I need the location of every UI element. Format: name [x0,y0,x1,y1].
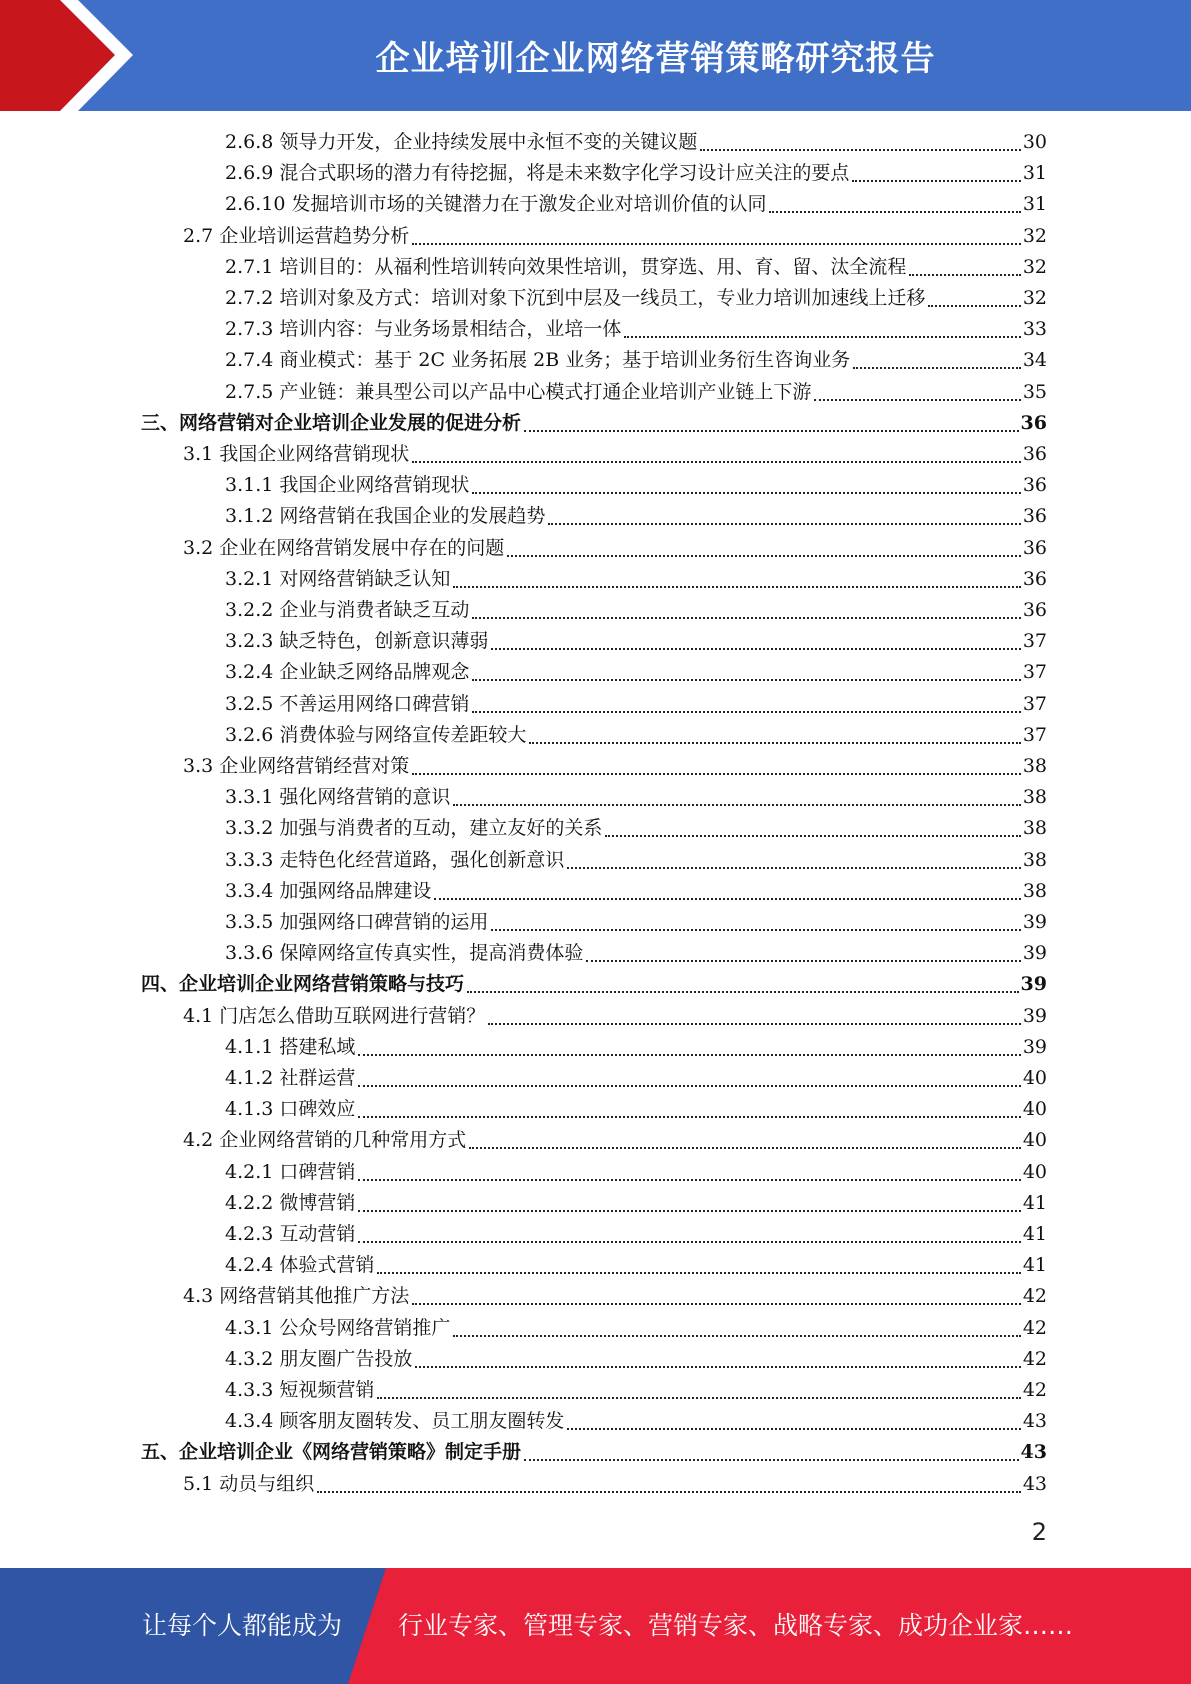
toc-entry-label: 3.2.3 缺乏特色，创新意识薄弱 [225,630,489,653]
toc-entry-label: 2.6.8 领导力开发，企业持续发展中永恒不变的关键议题 [225,131,698,153]
toc-dot-leader [488,1022,1021,1025]
toc-entry-label: 3.3 企业网络营销经营对策 [183,755,410,777]
toc-entry[interactable] [225,1188,1047,1219]
toc-entry-label: 4.2.3 互动营销 [225,1223,356,1245]
toc-entry-label: 3.2.1 对网络营销缺乏认知 [225,567,451,590]
toc-dot-leader [507,554,1021,557]
toc-dot-leader [453,585,1020,588]
toc-entry-label: 2.6.9 混合式职场的潜力有待挖掘，将是未来数字化学习设计应关注的要点 [225,162,850,185]
toc-entry-page: 41 [1022,1254,1047,1277]
toc-entry-page: 33 [1022,318,1047,341]
toc-entry[interactable] [225,845,1047,876]
toc-entry-label: 4.1.1 搭建私域 [225,1035,356,1058]
toc-dot-leader [358,1178,1020,1181]
toc-entry[interactable] [225,127,1047,158]
toc-dot-leader [377,1396,1020,1399]
toc-entry-label: 3.3.3 走特色化经营道路，强化创新意识 [225,848,565,871]
toc-entry[interactable] [225,813,1047,844]
toc-entry-label: 5.1 动员与组织 [183,1472,315,1495]
toc-entry[interactable] [183,533,1047,564]
toc-entry-label: 3.3.1 强化网络营销的意识 [225,786,451,809]
toc-dot-leader [377,1271,1020,1274]
toc-dot-leader [358,1240,1020,1243]
toc-entry[interactable] [225,938,1047,969]
toc-entry-page: 42 [1022,1347,1047,1370]
toc-dot-leader [434,897,1020,900]
toc-entry-page: 36 [1022,536,1047,559]
toc-entry-page: 40 [1022,1098,1047,1121]
toc-dot-leader [586,959,1020,962]
toc-entry-label: 3.1.2 网络营销在我国企业的发展趋势 [225,505,546,528]
toc-dot-leader [548,522,1020,525]
toc-dot-leader [700,148,1020,151]
toc-entry-page: 34 [1022,349,1047,372]
toc-entry[interactable] [225,1375,1047,1406]
toc-entry[interactable] [225,345,1047,376]
toc-entry[interactable] [225,1094,1047,1125]
report-title: 企业培训企业网络营销策略研究报告 [375,39,936,79]
toc-entry-page: 41 [1022,1223,1047,1245]
toc-entry-label: 4.3.3 短视频营销 [225,1379,375,1401]
toc-entry-page: 39 [1022,1035,1047,1058]
toc-dot-leader [467,990,1019,993]
toc-entry[interactable] [225,158,1047,189]
toc-entry-page: 36 [1022,474,1047,497]
toc-entry-label: 3.1.1 我国企业网络营销现状 [225,474,470,497]
toc-entry[interactable] [225,1063,1047,1094]
toc-entry[interactable] [225,1032,1047,1063]
toc-dot-leader [769,210,1020,213]
toc-entry-label: 三、网络营销对企业培训企业发展的促进分析 [141,411,522,434]
toc-entry[interactable] [183,1125,1047,1156]
toc-entry-page: 36 [1022,599,1047,621]
toc-dot-leader [412,1302,1021,1305]
toc-dot-leader [453,1334,1020,1337]
toc-entry-page: 32 [1022,287,1047,309]
toc-dot-leader [358,1115,1020,1118]
toc-entry-label: 2.7.5 产业链：兼具型公司以产品中心模式打通企业培训产业链上下游 [225,380,812,403]
toc-dot-leader [852,179,1020,182]
toc-dot-leader [472,678,1020,681]
toc-entry[interactable] [225,314,1047,345]
toc-entry[interactable] [141,969,1047,1000]
toc-entry-label: 2.7.2 培训对象及方式：培训对象下沉到中层及一线员工，专业力培训加速线上迁移 [225,287,926,309]
toc-entry-label: 五、企业培训企业《网络营销策略》制定手册 [141,1441,522,1464]
toc-dot-leader [453,803,1020,806]
toc-entry-label: 4.2.2 微博营销 [225,1191,356,1214]
toc-entry-page: 37 [1022,630,1047,653]
toc-dot-leader [412,460,1021,463]
toc-entry-page: 43 [1020,1441,1047,1464]
toc-entry[interactable] [225,252,1047,283]
toc-entry-label: 3.2.2 企业与消费者缺乏互动 [225,599,470,621]
toc-entry-label: 3.2.5 不善运用网络口碑营销 [225,692,470,715]
toc-dot-leader [412,772,1021,775]
toc-entry[interactable] [225,689,1047,720]
toc-entry-page: 32 [1022,224,1047,247]
toc-entry-label: 3.1 我国企业网络营销现状 [183,443,410,465]
toc-entry-label: 2.7.1 培训目的：从福利性培训转向效果性培训，贯穿选、用、育、留、汰全流程 [225,255,907,278]
toc-entry-page: 36 [1020,411,1047,434]
toc-entry[interactable] [225,657,1047,688]
toc-entry-page: 36 [1022,505,1047,528]
toc-entry-page: 31 [1022,162,1047,185]
toc-entry-page: 39 [1022,911,1047,933]
toc-entry-page: 43 [1022,1472,1047,1495]
toc-entry-label: 4.3 网络营销其他推广方法 [183,1285,410,1308]
toc-entry[interactable] [225,1313,1047,1344]
toc-entry[interactable] [225,189,1047,220]
toc-entry-page: 37 [1022,723,1047,746]
toc-entry-label: 3.3.6 保障网络宣传真实性，提高消费体验 [225,942,584,965]
toc-entry[interactable] [225,377,1047,408]
toc-entry[interactable] [225,564,1047,595]
toc-entry-page: 38 [1022,817,1047,840]
toc-entry-page: 40 [1022,1160,1047,1183]
toc-entry-page: 42 [1022,1379,1047,1401]
toc-dot-leader [317,1490,1021,1493]
toc-entry-label: 3.3.4 加强网络品牌建设 [225,879,432,902]
toc-entry-label: 3.3.2 加强与消费者的互动，建立友好的关系 [225,817,603,840]
toc-entry-page: 37 [1022,661,1047,684]
toc-entry-label: 2.7 企业培训运营趋势分析 [183,224,410,247]
toc-entry-label: 4.2 企业网络营销的几种常用方式 [183,1129,467,1152]
toc-entry-page: 36 [1022,443,1047,465]
toc-dot-leader [567,866,1020,869]
toc-entry[interactable] [225,1406,1047,1437]
toc-entry[interactable] [225,720,1047,751]
toc-dot-leader [472,491,1020,494]
toc-entry[interactable] [225,1219,1047,1250]
toc-entry-page: 40 [1022,1129,1047,1152]
toc-entry[interactable] [183,1001,1047,1032]
toc-entry[interactable] [225,876,1047,907]
toc-entry[interactable] [225,1157,1047,1188]
toc-dot-leader [358,1209,1020,1212]
toc-entry-page: 35 [1022,380,1047,403]
toc-dot-leader [909,273,1020,276]
toc-entry-page: 39 [1022,942,1047,965]
toc-entry-page: 39 [1020,973,1047,996]
toc-dot-leader [624,335,1020,338]
toc-entry-label: 4.2.4 体验式营销 [225,1254,375,1277]
toc-entry-label: 4.1 门店怎么借助互联网进行营销？ [183,1004,486,1027]
toc-entry-page: 42 [1022,1285,1047,1308]
toc-entry[interactable] [183,221,1047,252]
toc-entry[interactable] [183,439,1047,470]
toc-dot-leader [605,834,1020,837]
toc-entry-page: 40 [1022,1067,1047,1089]
toc-entry[interactable] [225,1250,1047,1281]
toc-entry[interactable] [141,1437,1047,1468]
toc-entry-label: 3.2.6 消费体验与网络宣传差距较大 [225,723,527,746]
toc-entry-page: 37 [1022,692,1047,715]
toc-entry-page: 41 [1022,1191,1047,1214]
toc-entry-page: 36 [1022,567,1047,590]
toc-entry[interactable] [225,283,1047,314]
toc-entry[interactable] [183,1469,1047,1500]
toc-entry-page: 43 [1022,1410,1047,1433]
toc-dot-leader [358,1084,1020,1087]
page-header [0,0,1191,111]
toc-entry-label: 4.2.1 口碑营销 [225,1160,356,1183]
toc-entry-page: 39 [1022,1004,1047,1027]
toc-dot-leader [491,647,1020,650]
toc-dot-leader [358,1053,1020,1056]
toc-entry-page: 38 [1022,848,1047,871]
toc-entry[interactable] [225,1344,1047,1375]
toc-entry-page: 30 [1022,131,1047,153]
toc-dot-leader [814,398,1020,401]
toc-dot-leader [567,1427,1020,1430]
toc-entry[interactable] [225,907,1047,938]
toc-entry-page: 38 [1022,755,1047,777]
toc-entry[interactable] [225,782,1047,813]
toc-dot-leader [412,242,1021,245]
toc-entry-label: 2.7.4 商业模式：基于 2C 业务拓展 2B 业务；基于培训业务衍生咨询业务 [225,349,851,372]
toc-entry[interactable] [183,751,1047,782]
footer-slogan-right: 行业专家、管理专家、营销专家、战略专家、成功企业家…… [398,1611,1074,1640]
toc-dot-leader [472,616,1020,619]
toc-entry-label: 4.3.4 顾客朋友圈转发、员工朋友圈转发 [225,1410,565,1433]
toc-dot-leader [853,366,1021,369]
toc-entry-label: 3.2.4 企业缺乏网络品牌观念 [225,661,470,684]
toc-entry-page: 38 [1022,879,1047,902]
toc-entry[interactable] [225,470,1047,501]
toc-dot-leader [415,1365,1020,1368]
toc-dot-leader [529,741,1020,744]
toc-entry[interactable] [225,595,1047,626]
toc-dot-leader [928,304,1020,307]
page-footer [0,1568,1191,1684]
toc-entry-label: 2.6.10 发掘培训市场的关键潜力在于激发企业对培训价值的认同 [225,193,767,216]
toc-entry[interactable] [225,626,1047,657]
toc-entry-page: 31 [1022,193,1047,216]
toc-entry-page: 42 [1022,1316,1047,1339]
toc-entry[interactable] [225,501,1047,532]
toc-entry-label: 四、企业培训企业网络营销策略与技巧 [141,973,465,996]
toc-entry-label: 4.3.1 公众号网络营销推广 [225,1316,451,1339]
toc-dot-leader [524,429,1019,432]
toc-entry[interactable] [183,1281,1047,1312]
toc-entry-label: 3.2 企业在网络营销发展中存在的问题 [183,536,505,559]
toc-entry-label: 4.1.2 社群运营 [225,1067,356,1089]
toc-entry-page: 32 [1022,255,1047,278]
toc-entry[interactable] [141,408,1047,439]
toc-dot-leader [524,1458,1019,1461]
toc-entry-label: 3.3.5 加强网络口碑营销的运用 [225,911,489,933]
toc-dot-leader [472,710,1020,713]
footer-slogan-left: 让每个人都能成为 [142,1611,343,1640]
toc-dot-leader [469,1146,1021,1149]
toc-entry-label: 4.3.2 朋友圈广告投放 [225,1347,413,1370]
page-number: 2 [1031,1518,1047,1546]
toc-dot-leader [491,928,1020,931]
toc-entry-label: 4.1.3 口碑效应 [225,1098,356,1121]
toc-entry-page: 38 [1022,786,1047,809]
toc-entry-label: 2.7.3 培训内容：与业务场景相结合，业培一体 [225,318,622,341]
